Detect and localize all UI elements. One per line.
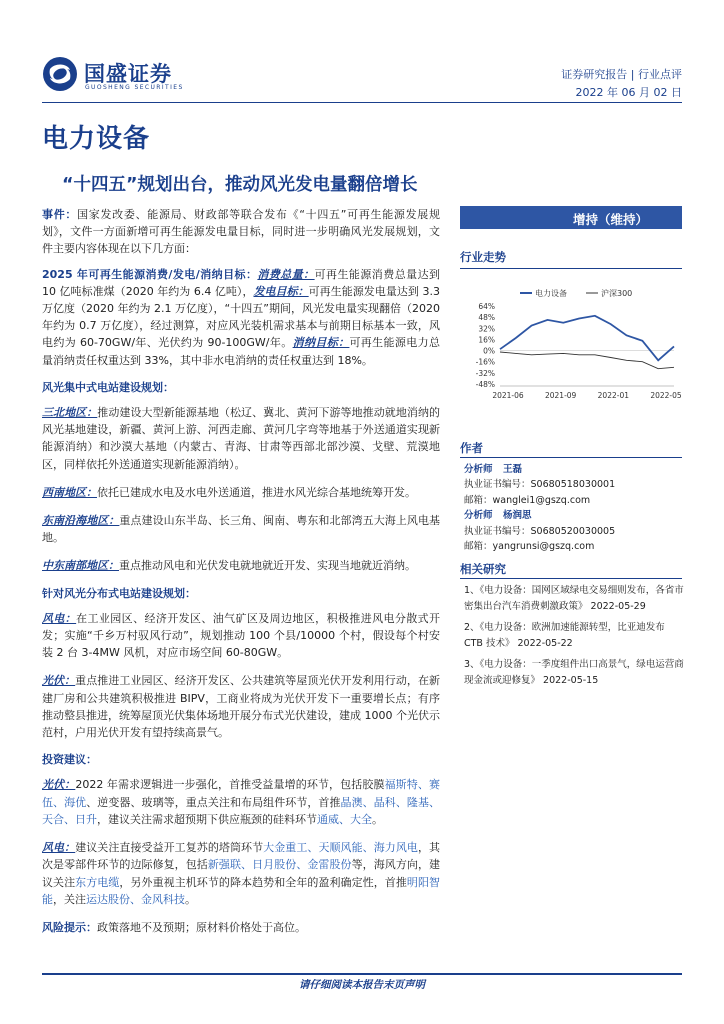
trend-divider xyxy=(460,268,682,269)
y-tick-label: 32% xyxy=(478,324,495,334)
event-label: 事件： xyxy=(42,208,78,221)
analyst-2: 分析师 杨润思 执业证书编号：S0680520030005 邮箱：yangrunsi@gszq.com xyxy=(464,510,616,553)
targets-title: 2025 年可再生能源消费/发电/消纳目标： xyxy=(42,267,258,281)
logo-english-name: GUOSHENG SECURITIES xyxy=(85,84,184,91)
related-item[interactable]: 1、《电力设备：国网区域绿电交易细则发布，各省市密集出台汽车消费刺激政策》 2022-05-29 xyxy=(464,585,684,612)
x-tick-label: 2022-05 xyxy=(650,391,682,400)
related-item[interactable]: 3、《电力设备：一季度组件出口高景气，绿电运营商现金流或迎修复》 2022-05-15 xyxy=(464,659,684,686)
logo-chinese-name: 国盛证券 xyxy=(84,62,172,86)
y-tick-label: 64% xyxy=(478,302,495,311)
investment-title: 投资建议： xyxy=(42,753,97,767)
y-tick-label: -16% xyxy=(475,357,495,367)
y-tick-label: 16% xyxy=(478,335,495,345)
trend-title: 行业走势 xyxy=(460,250,506,264)
report-date: 2022 年 06 月 02 日 xyxy=(575,86,682,99)
targets-paragraph: 2025 年可再生能源消费/发电/消纳目标：消费总量：可再生能源消费总量达到 10 亿吨标准煤（2020 年约为 6.4 亿吨），发电目标：可再生能源发电量达到 3.3 万亿度（2020 年约为 2.1 万亿度），“十四五”期间，风光发电量实现翻倍（2020 年约为 0.7 万亿度），经过测算，对应风光装机需求基本与前期目标基本一致，风电约为 60-70GW/年、光伏约为 90-100GW/年。消纳目标：可再生能源电力总量消纳责任权重达到 33%，其中非水电消纳的责任权重达到 18%。 xyxy=(42,267,441,367)
related-research-list xyxy=(464,583,684,695)
investment-pv-paragraph: 光伏：2022 年需求逻辑进一步强化，首推受益量增的环节，包括胶膜福斯特、赛伍、海优、逆变器、玻璃等，重点关注和布局组件环节，首推晶澳、晶科、隆基、天合、日升，建议关注需求超预期下供应瓶颈的硅料环节通威、大全。 xyxy=(42,778,441,826)
distributed-plan-title: 针对风光分布式电站建设规划： xyxy=(42,586,196,600)
zhongdong-paragraph: 中东南部地区：重点推动风电和光伏发电就地就近开发、实现当地就近消纳。 xyxy=(42,559,416,573)
sanbei-paragraph: 三北地区：推动建设大型新能源基地（松辽、冀北、黄河下游等地推动就地消纳的风光基地建设，新疆、黄河上游、河西走廊、黄河几字弯等地基于外送通道实现新能源消纳）和沙漠大基地（内蒙古、青海、甘肃等西部北部沙漠、戈壁、荒漠地区，同样依托外送通道实现新能源消纳）。 xyxy=(42,406,441,471)
report-headline: “十四五”规划出台，推动风光发电量翻倍增长 xyxy=(62,175,418,195)
legend-label: 沪深300 xyxy=(601,289,633,298)
related-title: 相关研究 xyxy=(460,562,506,576)
analyst-2-email[interactable]: yangrunsi@gszq.com xyxy=(492,541,595,553)
footer-divider xyxy=(42,973,682,975)
guosheng-logo-icon xyxy=(42,56,78,92)
author-title: 作者 xyxy=(460,441,483,455)
pv-plan-paragraph: 光伏：重点推进工业园区、经济开发区、公共建筑等屋顶光伏开发利用行动，在新建厂房和公共建筑积极推进 BIPV，工商业将成为光伏开发下一重要增长点；有序推动整县推进，统筹屋顶光伏集体场地开展分布式光伏建设，建成 1000 个光伏示范村，户用光伏开发有望持续高景气。 xyxy=(42,674,440,740)
xinan-paragraph: 西南地区：依托已建成水电及水电外送通道，推进水风光综合基地统筹开发。 xyxy=(42,485,416,499)
x-tick-label: 2021-06 xyxy=(492,391,524,400)
analyst-1: 分析师 王磊 执业证书编号：S0680518030001 邮箱：wanglei1@gszq.com xyxy=(464,464,616,506)
author-divider xyxy=(460,457,682,458)
related-divider xyxy=(460,578,682,579)
series-line-csi300 xyxy=(500,352,674,369)
y-tick-label: 0% xyxy=(483,346,495,356)
dongnan-paragraph: 东南沿海地区：重点建设山东半岛、长三角、闽南、粤东和北部湾五大海上风电基地。 xyxy=(42,514,441,545)
investment-wind-paragraph: 风电：建议关注直接受益开工复苏的塔筒环节大金重工、天顺风能、海力风电，其次是零部件环节的边际修复，包括新强联、日月股份、金雷股份等，海风方向，建议关注东方电缆，另外重视主机环节的降本趋势和全年的盈利确定性，首推明阳智能，关注运达股份、金风科技。 xyxy=(42,841,441,906)
y-tick-label: -48% xyxy=(475,380,495,389)
legend-label: 电力设备 xyxy=(535,289,567,298)
author-list xyxy=(464,462,684,554)
x-tick-label: 2021-09 xyxy=(544,391,577,400)
analyst-1-email[interactable]: wanglei1@gszq.com xyxy=(492,494,591,506)
y-tick-label: -32% xyxy=(475,368,495,378)
header-divider xyxy=(42,102,682,103)
footer-disclaimer: 请仔细阅读本报告末页声明 xyxy=(299,979,425,991)
report-body xyxy=(42,206,440,936)
centralized-plan-title: 风光集中式电站建设规划： xyxy=(42,380,174,394)
risk-paragraph: 风险提示：政策落地不及预期；原材料价格处于高位。 xyxy=(42,920,306,934)
rating-badge: 增持（维持） xyxy=(460,206,682,229)
sector-title: 电力设备 xyxy=(42,124,151,154)
series-line-power-equipment xyxy=(500,316,674,361)
event-paragraph: 事件：国家发改委、能源局、财政部等联合发布《“十四五”可再生能源发展规划》，文件一方面新增可再生能源发电量目标，同时进一步明确风光发展规划，文件主要内容体现在以下几方面： xyxy=(42,208,441,256)
x-tick-label: 2022-01 xyxy=(597,391,630,400)
company-logo xyxy=(42,56,192,96)
related-item[interactable]: 2、《电力设备：欧洲加速能源转型，比亚迪发布 CTB 技术》 2022-05-22 xyxy=(464,622,665,649)
report-type: 证券研究报告 | 行业点评 xyxy=(561,68,682,81)
industry-trend-chart xyxy=(460,284,682,404)
wind-plan-paragraph: 风电：在工业园区、经济开发区、油气矿区及周边地区，积极推进风电分散式开发；实施“千乡万村驭风行动”，规划推动 100 个县/10000 个村，假设每个村安装 2 台 3-4MW 风机，对应市场空间 60-80GW。 xyxy=(42,611,441,660)
y-tick-label: 48% xyxy=(478,313,495,323)
